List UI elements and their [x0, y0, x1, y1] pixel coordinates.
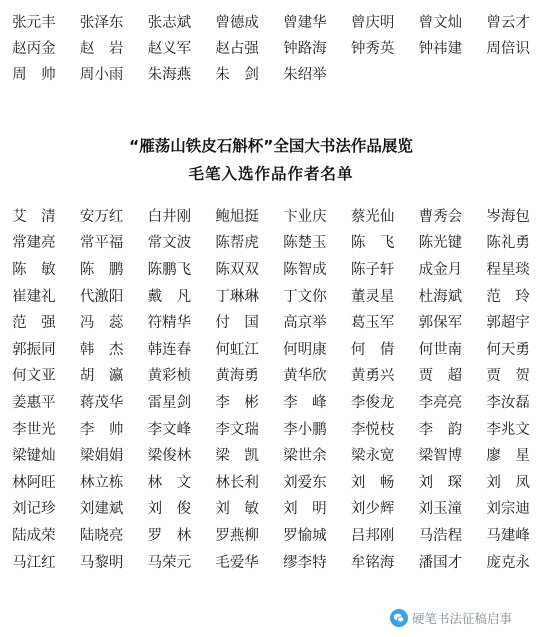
author-name: 曾文灿 — [418, 14, 463, 31]
author-name: 高京举 — [283, 315, 327, 332]
author-name: 林阿旺 — [12, 474, 56, 491]
author-name: 何天勇 — [486, 341, 530, 358]
author-name: 林长利 — [215, 474, 259, 491]
author-name: 马江红 — [12, 554, 56, 571]
main-name-row — [0, 229, 542, 256]
author-name: 陈 敏 — [12, 261, 56, 278]
author-name: 罗愉城 — [283, 527, 327, 544]
top-name-row — [0, 60, 542, 86]
author-name: 刘 凤 — [486, 474, 530, 491]
author-name: 陈 飞 — [350, 235, 395, 252]
author-name: 成金月 — [418, 261, 463, 278]
author-name: 周小雨 — [79, 66, 124, 83]
author-name: 陈子轩 — [350, 261, 395, 278]
author-name: 崔建礼 — [12, 288, 56, 305]
author-name: 安万红 — [79, 208, 124, 225]
author-name: 罗燕柳 — [215, 527, 259, 544]
top-name-row — [0, 34, 542, 60]
author-name: 白井刚 — [147, 208, 192, 225]
author-name: 姜惠平 — [12, 394, 56, 411]
author-name: 钟秀英 — [350, 40, 395, 57]
author-name: 吕邦刚 — [350, 527, 395, 544]
author-name: 陈光键 — [418, 235, 463, 252]
author-name: 韩连春 — [147, 341, 192, 358]
author-name: 陆晓亮 — [79, 527, 124, 544]
main-name-row — [0, 362, 542, 389]
author-name: 朱海燕 — [147, 66, 192, 83]
author-name: 钟路海 — [283, 40, 327, 57]
author-name: 刘 俊 — [147, 501, 192, 518]
author-name: 赵占强 — [215, 40, 259, 57]
main-name-grid — [0, 202, 542, 574]
main-name-row — [0, 202, 542, 229]
author-name: 刘爱东 — [283, 474, 327, 491]
author-name: 梁键灿 — [12, 448, 56, 465]
page-subtitle: 毛笔入选作品作者名单 — [188, 165, 354, 183]
author-name: 曾云才 — [486, 14, 530, 31]
author-name: 葛玉军 — [350, 315, 395, 332]
author-name: 刘 明 — [283, 501, 327, 518]
author-name: 朱 剑 — [215, 66, 259, 83]
author-name: 李汝磊 — [486, 394, 530, 411]
author-name: 陈鹏飞 — [147, 261, 192, 278]
author-name: 丁文你 — [283, 288, 327, 305]
author-name: 郭保军 — [418, 315, 463, 332]
author-name: 黄华欣 — [283, 368, 327, 385]
author-name: 冯 蕊 — [79, 315, 124, 332]
author-name: 韩 杰 — [79, 341, 124, 358]
author-name: 刘玉潼 — [418, 501, 463, 518]
author-name: 李文瑞 — [215, 421, 259, 438]
author-name: 钟祎建 — [418, 40, 463, 57]
main-name-row — [0, 495, 542, 522]
author-name: 朱绍举 — [283, 66, 327, 83]
author-name: 杜海斌 — [418, 288, 463, 305]
author-name: 李文峰 — [147, 421, 192, 438]
author-name: 梁智博 — [418, 448, 463, 465]
author-name: 艾 清 — [12, 208, 56, 225]
author-name: 陈楚玉 — [283, 235, 327, 252]
author-name: 梁世余 — [283, 448, 327, 465]
author-name: 李 韵 — [418, 421, 463, 438]
author-name: 赵 岩 — [79, 40, 124, 57]
author-name: 李 峰 — [283, 394, 327, 411]
author-name: 刘宗迪 — [486, 501, 530, 518]
author-name: 张志斌 — [147, 14, 192, 31]
main-name-row — [0, 468, 542, 495]
author-name: 常文波 — [147, 235, 192, 252]
author-name: 梁 凯 — [215, 448, 259, 465]
author-name: 贾 贺 — [486, 368, 530, 385]
author-name: 赵丙金 — [12, 40, 56, 57]
author-name: 常平福 — [79, 235, 124, 252]
author-name: 李 帅 — [79, 421, 124, 438]
author-name: 梁永宽 — [350, 448, 395, 465]
author-name: 代激阳 — [79, 288, 124, 305]
author-name: 马荣元 — [147, 554, 192, 571]
author-name: 付 国 — [215, 315, 259, 332]
author-name: 鲍旭挺 — [215, 208, 259, 225]
author-name: 何世南 — [418, 341, 463, 358]
author-name: 刘记珍 — [12, 501, 56, 518]
author-name: 潘国才 — [418, 554, 463, 571]
main-name-row — [0, 415, 542, 442]
author-name: 李亮亮 — [418, 394, 463, 411]
author-name: 陈双双 — [215, 261, 259, 278]
author-name: 李 彬 — [215, 394, 259, 411]
author-name: 胡 瀛 — [79, 368, 124, 385]
author-name: 符精华 — [147, 315, 192, 332]
author-name: 刘 畅 — [350, 474, 395, 491]
main-name-row — [0, 282, 542, 309]
author-name: 李悦枝 — [350, 421, 395, 438]
author-name: 董灵星 — [350, 288, 395, 305]
author-name: 陈礼勇 — [486, 235, 530, 252]
author-name: 张泽东 — [79, 14, 124, 31]
watermark-text: 硬笔书法征稿启事 — [412, 611, 513, 626]
main-name-row — [0, 388, 542, 415]
author-name: 罗 林 — [147, 527, 192, 544]
wechat-bubble-icon — [390, 609, 408, 627]
author-name: 郭超宇 — [486, 315, 530, 332]
author-name: 丁琳琳 — [215, 288, 259, 305]
author-name: 常建亮 — [12, 235, 56, 252]
author-name: 曾庆明 — [350, 14, 395, 31]
author-name: 何明康 — [283, 341, 327, 358]
author-name: 贾 超 — [418, 368, 463, 385]
author-name: 李小鹏 — [283, 421, 327, 438]
author-name: 毛爱华 — [215, 554, 259, 571]
author-name: 陈智成 — [283, 261, 327, 278]
author-name: 何虹江 — [215, 341, 259, 358]
author-name: 黄勇兴 — [350, 368, 395, 385]
author-name: 刘建斌 — [79, 501, 124, 518]
main-name-row — [0, 308, 542, 335]
author-name: 张元丰 — [12, 14, 56, 31]
author-name: 戴 凡 — [147, 288, 192, 305]
main-name-row — [0, 548, 542, 575]
main-name-row — [0, 335, 542, 362]
author-name: 马黎明 — [79, 554, 124, 571]
author-name: 岑海包 — [486, 208, 530, 225]
author-name: 陈帮虎 — [215, 235, 259, 252]
author-name: 林 文 — [147, 474, 192, 491]
main-name-row — [0, 521, 542, 548]
author-name: 郭振同 — [12, 341, 56, 358]
author-name: 马浩程 — [418, 527, 463, 544]
author-name: 林立栋 — [79, 474, 124, 491]
author-name: 范 玲 — [486, 288, 530, 305]
author-name: 蒋茂华 — [79, 394, 124, 411]
watermark — [390, 604, 540, 632]
author-name: 陈 鹏 — [79, 261, 124, 278]
author-name: 刘 敏 — [215, 501, 259, 518]
author-name: 梁俊林 — [147, 448, 192, 465]
author-name: 刘少辉 — [350, 501, 395, 518]
author-name: 李兆文 — [486, 421, 530, 438]
author-name: 牟铭海 — [350, 554, 395, 571]
author-name: 马建峰 — [486, 527, 530, 544]
author-name: 黄彩桢 — [147, 368, 192, 385]
author-name: 梁娟娟 — [79, 448, 124, 465]
top-name-grid — [0, 8, 542, 86]
author-name: 何文亚 — [12, 368, 56, 385]
main-name-row — [0, 441, 542, 468]
author-name: 廖 星 — [486, 448, 530, 465]
author-name: 卞业庆 — [283, 208, 327, 225]
author-name: 程星琰 — [486, 261, 530, 278]
author-name: 周倍识 — [486, 40, 530, 57]
author-name: 周 帅 — [12, 66, 56, 83]
main-name-row — [0, 255, 542, 282]
author-name: 陆成荣 — [12, 527, 56, 544]
author-name: 李俊龙 — [350, 394, 395, 411]
top-name-row — [0, 8, 542, 34]
author-name: 蔡光仙 — [350, 208, 395, 225]
page-title: “雁荡山铁皮石斛杯”全国大书法作品展览 — [129, 137, 413, 155]
author-name: 赵义军 — [147, 40, 192, 57]
author-name: 李世光 — [12, 421, 56, 438]
author-name: 缪李特 — [283, 554, 327, 571]
author-name: 曾建华 — [283, 14, 327, 31]
author-name: 范 强 — [12, 315, 56, 332]
author-name: 曾德成 — [215, 14, 259, 31]
author-name: 雷星剑 — [147, 394, 192, 411]
author-name: 黄海勇 — [215, 368, 259, 385]
author-name: 刘 琛 — [418, 474, 463, 491]
author-name: 曹秀会 — [418, 208, 463, 225]
author-name: 庞克永 — [486, 554, 530, 571]
author-name: 何 倩 — [350, 341, 395, 358]
